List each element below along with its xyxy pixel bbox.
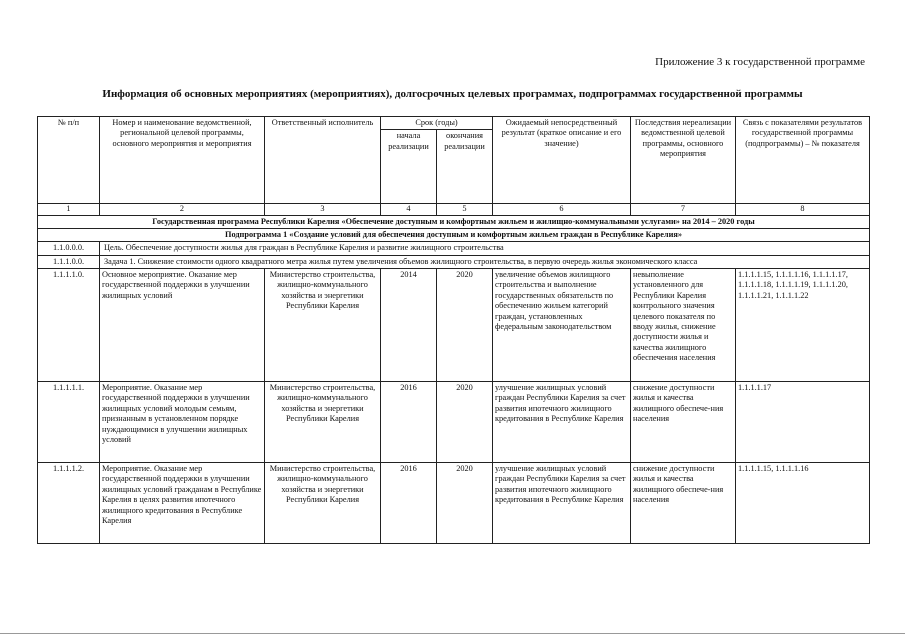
- row-consequences: невыполнение установленного для Республики Карелия контрольного значения целевого показателя по вводу жилья, снижение доступности жилья и качества жилищного обеспечения населения: [631, 269, 736, 382]
- row-consequences: снижение доступности жилья и качества жилищного обеспече-ния населения: [631, 463, 736, 544]
- column-number-row: [38, 204, 870, 215]
- subprogram-title: Подпрограмма 1 «Создание условий для обеспечения доступным и комфортным жильем граждан в Республике Карелия»: [38, 229, 870, 242]
- header-row: [38, 117, 870, 130]
- task-row: [38, 255, 870, 268]
- header-result: Ожидаемый непосредственный результат (краткое описание и его значение): [493, 117, 631, 204]
- header-executor: Ответственный исполнитель: [265, 117, 381, 204]
- measures-table: [37, 116, 870, 544]
- row-name: Основное мероприятие. Оказание мер государственной поддержки в улучшении жилищных условий: [100, 269, 265, 382]
- row-end: 2020: [437, 269, 493, 382]
- column-number: 6: [493, 204, 631, 215]
- header-name: Номер и наименование ведомственной, региональной целевой программы, основного мероприятия и мероприятия: [100, 117, 265, 204]
- row-result: увеличение объемов жилищного строительства и выполнение государственных обязательств по обеспечению жильем категорий граждан, установленных федеральным законодательством: [493, 269, 631, 382]
- row-executor: Министерство строительства, жилищно-коммунального хозяйства и энергетики Республики Карелия: [265, 382, 381, 463]
- appendix-note: Приложение 3 к государственной программе: [655, 56, 865, 68]
- scan-edge-line: [0, 633, 905, 634]
- table-row: [38, 382, 870, 463]
- header-term: Срок (годы): [381, 117, 493, 130]
- program-title: Государственная программа Республики Карелия «Обеспечение доступным и комфортным жильем и жилищно-коммунальными услугами» на 2014 – 2020 годы: [38, 215, 870, 228]
- row-link: 1.1.1.1.15, 1.1.1.1.16: [736, 463, 870, 544]
- row-link: 1.1.1.1.17: [736, 382, 870, 463]
- column-number: 7: [631, 204, 736, 215]
- column-number: 4: [381, 204, 437, 215]
- row-code: 1.1.1.1.2.: [38, 463, 100, 544]
- header-no: № п/п: [38, 117, 100, 204]
- row-name: Мероприятие. Оказание мер государственной поддержки в улучшении жилищных условий молодым семьям, признанным в установленном порядке нуждающимися в улучшении жилищных условий: [100, 382, 265, 463]
- row-executor: Министерство строительства, жилищно-коммунального хозяйства и энергетики Республики Карелия: [265, 269, 381, 382]
- row-start: 2014: [381, 269, 437, 382]
- goal-row: [38, 242, 870, 255]
- header-link: Связь с показателями результатов государственной программы (подпрограммы) – № показателя: [736, 117, 870, 204]
- row-consequences: снижение доступности жилья и качества жилищного обеспече-ния населения: [631, 382, 736, 463]
- column-number: 2: [100, 204, 265, 215]
- column-number: 8: [736, 204, 870, 215]
- row-end: 2020: [437, 382, 493, 463]
- subprogram-row: [38, 229, 870, 242]
- header-end: окончания реализации: [437, 130, 493, 204]
- column-number: 3: [265, 204, 381, 215]
- column-number: 5: [437, 204, 493, 215]
- program-row: [38, 215, 870, 228]
- row-executor: Министерство строительства, жилищно-коммунального хозяйства и энергетики Республики Карелия: [265, 463, 381, 544]
- header-start: начала реализации: [381, 130, 437, 204]
- table-row: [38, 269, 870, 382]
- row-end: 2020: [437, 463, 493, 544]
- row-start: 2016: [381, 463, 437, 544]
- row-result: улучшение жилищных условий граждан Республики Карелия за счет развития ипотечного жилищного кредитования в Республике Карелия: [493, 463, 631, 544]
- row-link: 1.1.1.1.15, 1.1.1.1.16, 1.1.1.1.17, 1.1.1.1.18, 1.1.1.1.19, 1.1.1.1.20, 1.1.1.1.21, 1.1.1.1.22: [736, 269, 870, 382]
- task-text: Задача 1. Снижение стоимости одного квадратного метра жилья путем увеличения объемов жилищного строительства, в первую очередь жилья экономического класса: [100, 255, 870, 268]
- row-code: 1.1.1.1.1.: [38, 382, 100, 463]
- table-row: [38, 463, 870, 544]
- task-code: 1.1.1.0.0.: [38, 255, 100, 268]
- row-result: улучшение жилищных условий граждан Республики Карелия за счет развития ипотечного жилищного кредитования в Республике Карелия: [493, 382, 631, 463]
- goal-code: 1.1.0.0.0.: [38, 242, 100, 255]
- column-number: 1: [38, 204, 100, 215]
- document-title: Информация об основных мероприятиях (мероприятиях), долгосрочных целевых программах, подпрограммах государственной программы: [102, 88, 803, 100]
- row-code: 1.1.1.1.0.: [38, 269, 100, 382]
- goal-text: Цель. Обеспечение доступности жилья для граждан в Республике Карелия и развитие жилищного строительства: [100, 242, 870, 255]
- row-start: 2016: [381, 382, 437, 463]
- row-name: Мероприятие. Оказание мер государственной поддержки в улучшении жилищных условий гражданам в Республике Карелия в целях развития ипотечного жилищного кредитования в Республике Карелия: [100, 463, 265, 544]
- header-consequences: Последствия нереализации ведомственной целевой программы, основного мероприятия: [631, 117, 736, 204]
